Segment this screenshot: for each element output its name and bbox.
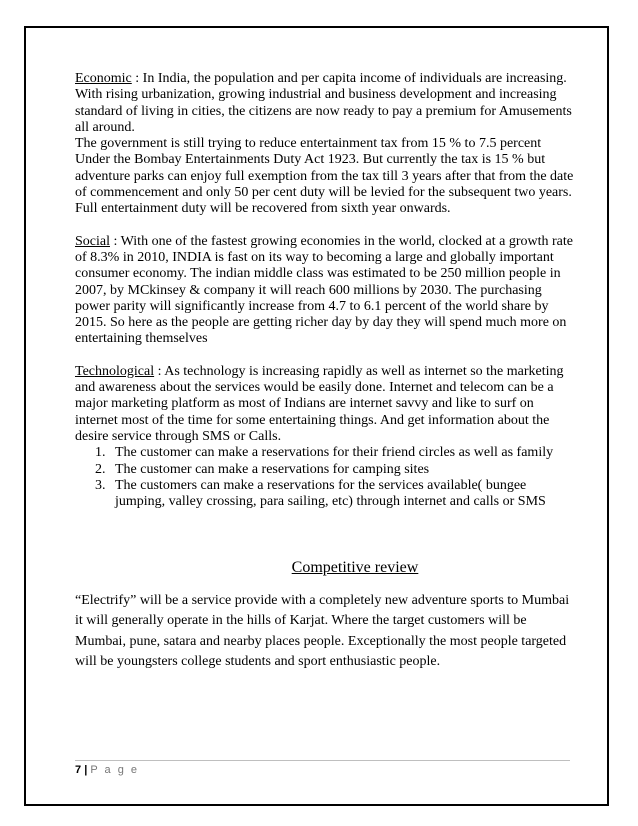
economic-paragraph — [75, 71, 575, 136]
social-paragraph — [75, 234, 575, 348]
competitive-review-title: Competitive review — [291, 559, 419, 577]
technological-text: : As technology is increasing rapidly as well as internet so the marketing and awareness about the services would be easily done. Internet and telecom can be a major marketing platform as most of Indians are internet savvy and like to surf on internet most of the time for some entertaining things. And get information about the desire service through SMS or Calls. — [75, 363, 564, 444]
page-label: P a g e — [90, 764, 139, 776]
technological-paragraph — [75, 364, 575, 445]
economic-text: : In India, the population and per capita income of individuals are increasing. With rising urbanization, growing industrial and business development and increasing standard of living in cities, the citizens are now ready to pay a premium for Amusements all around. — [75, 71, 572, 135]
economic-heading: Economic — [75, 71, 132, 86]
social-heading: Social — [75, 233, 110, 249]
list-item: 1. The customer can make a reservations for their friend circles as well as family — [109, 445, 575, 461]
list-item: 2. The customer can make a reservations for camping sites — [109, 462, 575, 478]
social-text: : With one of the fastest growing economies in the world, clocked at a growth rate of 8.3% in 2010, INDIA is fast on its way to becoming a large and globally important consumer economy. The indian middle class was estimated to be 250 million people in 2007, by MCkinsey & company it will reach 600 millions by 2030. The purchasing power parity will significantly increase from 4.7 to 6.1 percent of the world share by 2015. So here as the people are getting richer day by day they will spend much more on entertaining themselves — [75, 233, 573, 347]
competitive-review-paragraph: “Electrify” will be a service provide with a completely new adventure sports to Mumbai it will generally operate in the hills of Karjat. Where the target customers will be Mumbai, pune, satara and nearby places people. Exceptionally the most people targeted will be youngsters college students and sport enthusiastic people. — [75, 592, 570, 670]
technological-heading: Technological — [75, 363, 155, 379]
document-body — [75, 71, 575, 673]
list-item: 3. The customers can make a reservations for the services available( bungee jumping, valley crossing, para sailing, etc) through internet and calls or SMS — [109, 478, 575, 511]
tax-paragraph: The government is still trying to reduce entertainment tax from 15 % to 7.5 percent Under the Bombay Entertainments Duty Act 1923. But currently the tax is 15 % but adventure parks can enjoy full exemption from the tax till 3 years after that from the date of commencement and only 50 per cent duty will be levied for the subsequent two years. Full entertainment duty will be recovered from sixth year onwards. — [75, 136, 574, 217]
page-number: 7 — [75, 764, 82, 776]
footer-separator: | — [84, 764, 88, 776]
reservation-list — [75, 445, 575, 510]
page-footer — [75, 760, 570, 776]
